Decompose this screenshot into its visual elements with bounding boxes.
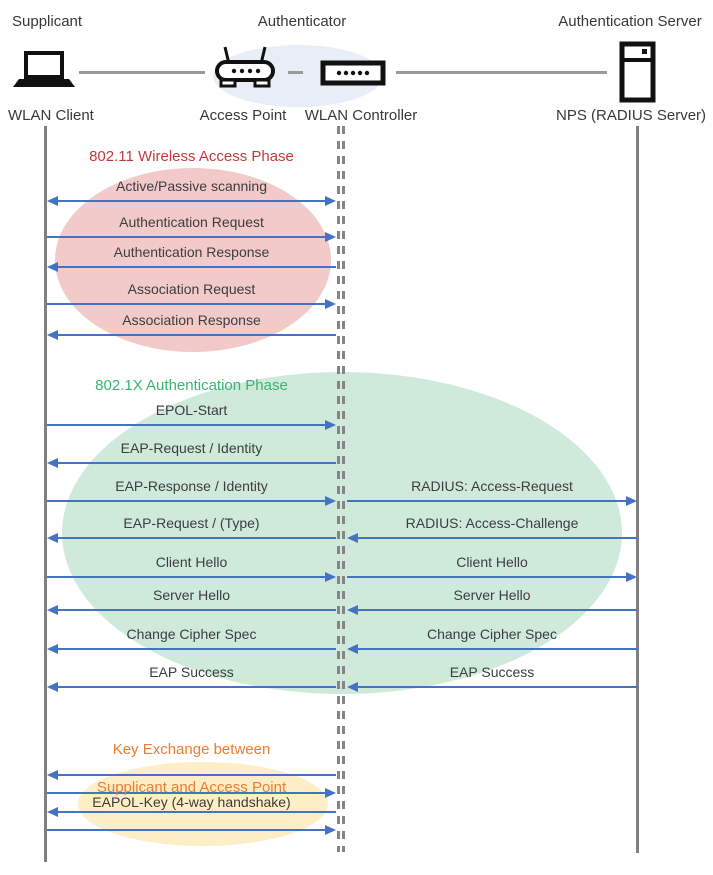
role-authenticator: Authenticator [257, 13, 347, 30]
arrowhead-left-icon [347, 682, 358, 692]
message-arrow-line [55, 200, 327, 202]
message-arrow-line [55, 686, 336, 688]
message-arrow-line [47, 576, 327, 578]
connector-controller-server [396, 71, 607, 74]
message-label: EAP-Request / (Type) [123, 515, 260, 531]
message-label: Active/Passive scanning [116, 178, 267, 194]
message-label: RADIUS: Access-Challenge [405, 515, 579, 531]
arrowhead-right-icon [325, 825, 336, 835]
arrowhead-left-icon [347, 644, 358, 654]
arrowhead-left-icon [347, 605, 358, 615]
message-label: Server Hello [453, 587, 531, 603]
message-label: Association Response [122, 312, 261, 328]
role-authentication-server: Authentication Server [558, 13, 702, 30]
message-label: EAP-Request / Identity [120, 440, 263, 456]
message-arrow-line [47, 236, 327, 238]
arrowhead-left-icon [47, 262, 58, 272]
role-supplicant: Supplicant [12, 13, 83, 30]
message-label: Client Hello [456, 554, 528, 570]
arrowhead-left-icon [47, 330, 58, 340]
lifeline-controller-dashed-1 [337, 126, 340, 852]
message-arrow-line [47, 829, 327, 831]
message-label: EPOL-Start [155, 402, 228, 418]
message-arrow-line [355, 537, 637, 539]
message-arrow-line [47, 424, 327, 426]
message-arrow-line [55, 609, 336, 611]
wireless-router-icon [212, 44, 278, 92]
message-label: Change Cipher Spec [126, 626, 257, 642]
message-arrow-line [47, 303, 327, 305]
message-arrow-line [355, 648, 637, 650]
phase-label-wireless-access: 802.11 Wireless Access Phase [89, 148, 294, 165]
message-label: EAPOL-Key (4-way handshake) [92, 794, 291, 810]
message-label: Association Request [127, 281, 256, 297]
arrowhead-right-icon [626, 572, 637, 582]
message-arrow-line [347, 576, 628, 578]
arrowhead-left-icon [47, 533, 58, 543]
arrowhead-left-icon [347, 533, 358, 543]
message-label: EAP Success [449, 664, 535, 680]
message-label: Change Cipher Spec [427, 626, 557, 642]
server-icon [619, 41, 656, 103]
arrowhead-left-icon [47, 605, 58, 615]
message-arrow-line [55, 334, 336, 336]
laptop-icon [10, 50, 76, 90]
device-wlan-controller: WLAN Controller [304, 107, 418, 124]
message-label: Authentication Response [113, 244, 270, 260]
arrowhead-left-icon [47, 682, 58, 692]
connector-client-ap [79, 71, 205, 74]
controller-icon [320, 60, 386, 86]
arrowhead-left-icon [47, 458, 58, 468]
message-arrow-line [355, 686, 637, 688]
message-label: Server Hello [152, 587, 231, 603]
message-arrow-line [47, 500, 327, 502]
arrowhead-left-icon [47, 196, 58, 206]
phase-label-key-exchange-line2: Supplicant and Access Point [96, 779, 287, 796]
device-wlan-client: WLAN Client [8, 107, 94, 124]
message-label: EAP-Response / Identity [115, 478, 268, 494]
arrowhead-left-icon [47, 644, 58, 654]
arrowhead-right-icon [325, 196, 336, 206]
message-label: EAP Success [149, 664, 234, 680]
device-nps-radius-server: NPS (RADIUS Server) [556, 107, 707, 124]
arrowhead-right-icon [325, 572, 336, 582]
message-label: Client Hello [155, 554, 228, 570]
message-label: Authentication Request [119, 214, 264, 230]
arrowhead-right-icon [325, 232, 336, 242]
arrowhead-right-icon [325, 496, 336, 506]
message-arrow-line [55, 462, 336, 464]
message-arrow-line [55, 537, 336, 539]
connector-ap-controller [288, 71, 303, 74]
arrowhead-right-icon [626, 496, 637, 506]
message-label: RADIUS: Access-Request [411, 478, 573, 494]
device-access-point: Access Point [199, 107, 287, 124]
phase-label-key-exchange [46, 721, 337, 797]
phase-label-key-exchange-line1: Key Exchange between [112, 741, 271, 758]
message-arrow-line [55, 266, 336, 268]
arrowhead-right-icon [325, 420, 336, 430]
message-arrow-line [55, 648, 336, 650]
message-arrow-line [355, 609, 637, 611]
phase-label-authentication: 802.1X Authentication Phase [95, 377, 288, 394]
message-arrow-line [347, 500, 628, 502]
lifeline-controller-dashed-2 [342, 126, 345, 852]
message-arrow-line [55, 811, 336, 813]
arrowhead-right-icon [325, 299, 336, 309]
